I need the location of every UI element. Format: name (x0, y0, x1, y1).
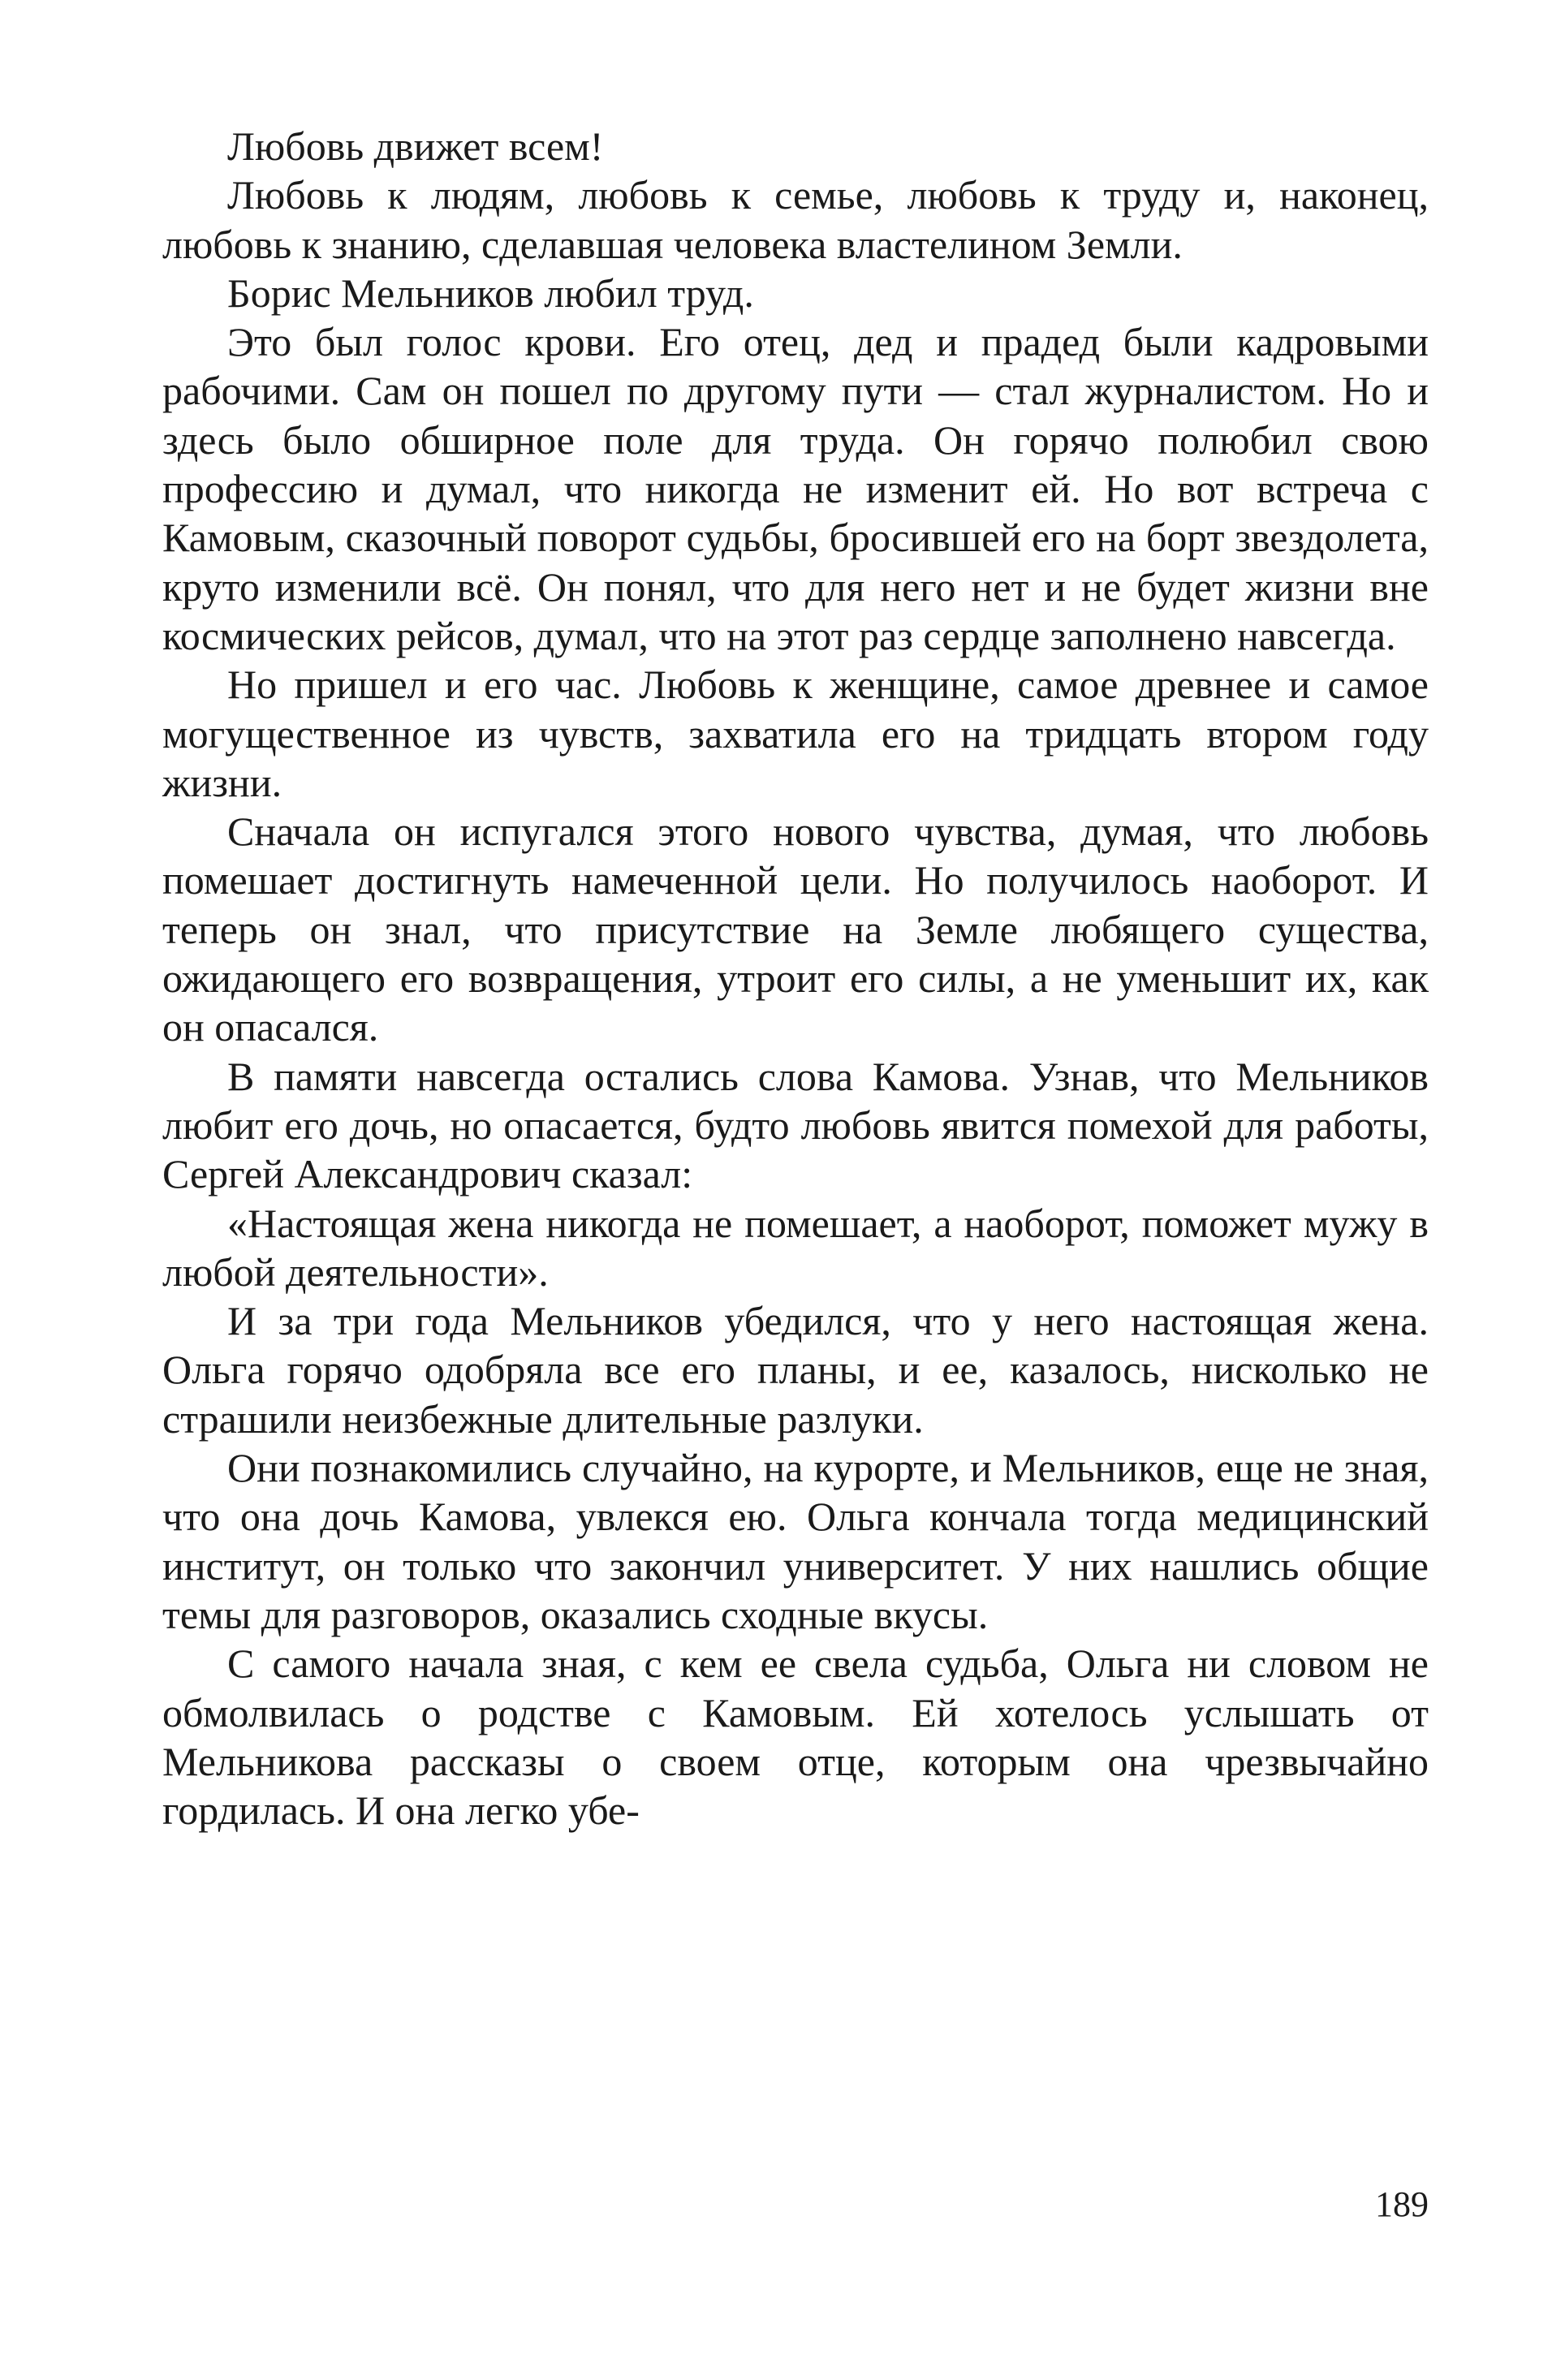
paragraph-7: В памяти навсегда остались слова Камова. Узнав, что Мельников любит его дочь, но опасается, будто любовь явится помехой для работы, Сергей Александрович сказал: (162, 1053, 1429, 1197)
body-text (162, 122, 1429, 1835)
paragraph-10: Они познакомились случайно, на курорте, и Мельников, еще не зная, что она дочь Камова, увлекся ею. Ольга кончала тогда медицинский институт, он только что закончил университет. У них нашлись общие темы для разговоров, оказались сходные вкусы. (162, 1445, 1429, 1637)
paragraph-8: «Настоящая жена никогда не помешает, а наоборот, поможет мужу в любой деятельности». (162, 1200, 1429, 1295)
paragraph-2: Любовь к людям, любовь к семье, любовь к труду и, наконец, любовь к знанию, сделавшая человека властелином Земли. (162, 172, 1429, 267)
paragraph-5: Но пришел и его час. Любовь к женщине, самое древнее и самое могущественное из чувств, захватила его на тридцать втором году жизни. (162, 662, 1429, 805)
paragraph-9: И за три года Мельников убедился, что у него настоящая жена. Ольга горячо одобряла все его планы, и ее, казалось, нисколько не страшили неизбежные длительные разлуки. (162, 1298, 1429, 1442)
paragraph-1: Любовь движет всем! (227, 123, 604, 169)
paragraph-11: С самого начала зная, с кем ее свела судьба, Ольга ни словом не обмолвилась о родстве с Камовым. Ей хотелось услышать от Мельникова рассказы о своем отце, которым она чрезвычайно гордилась. И она легко убе- (162, 1641, 1429, 1834)
paragraph-4: Это был голос крови. Его отец, дед и прадед были кадровыми рабочими. Сам он пошел по другому пути — стал журналистом. Но и здесь было обширное поле для труда. Он горячо полюбил свою профессию и думал, что никогда не изменит ей. Но вот встреча с Камовым, сказочный поворот судьбы, бросившей его на борт звездолета, круто изменили всё. Он понял, что для него нет и не будет жизни вне космических рейсов, думал, что на этот раз сердце заполнено навсегда. (162, 319, 1429, 658)
page-number: 189 (1375, 2184, 1429, 2224)
paragraph-3: Борис Мельников любил труд. (227, 269, 754, 316)
paragraph-6: Сначала он испугался этого нового чувства, думая, что любовь помешает достигнуть намеченной цели. Но получилось наоборот. И теперь он знал, что присутствие на Земле любящего существа, ожидающего его возвращения, утроит его силы, а не уменьшит их, как он опасался. (162, 808, 1429, 1050)
